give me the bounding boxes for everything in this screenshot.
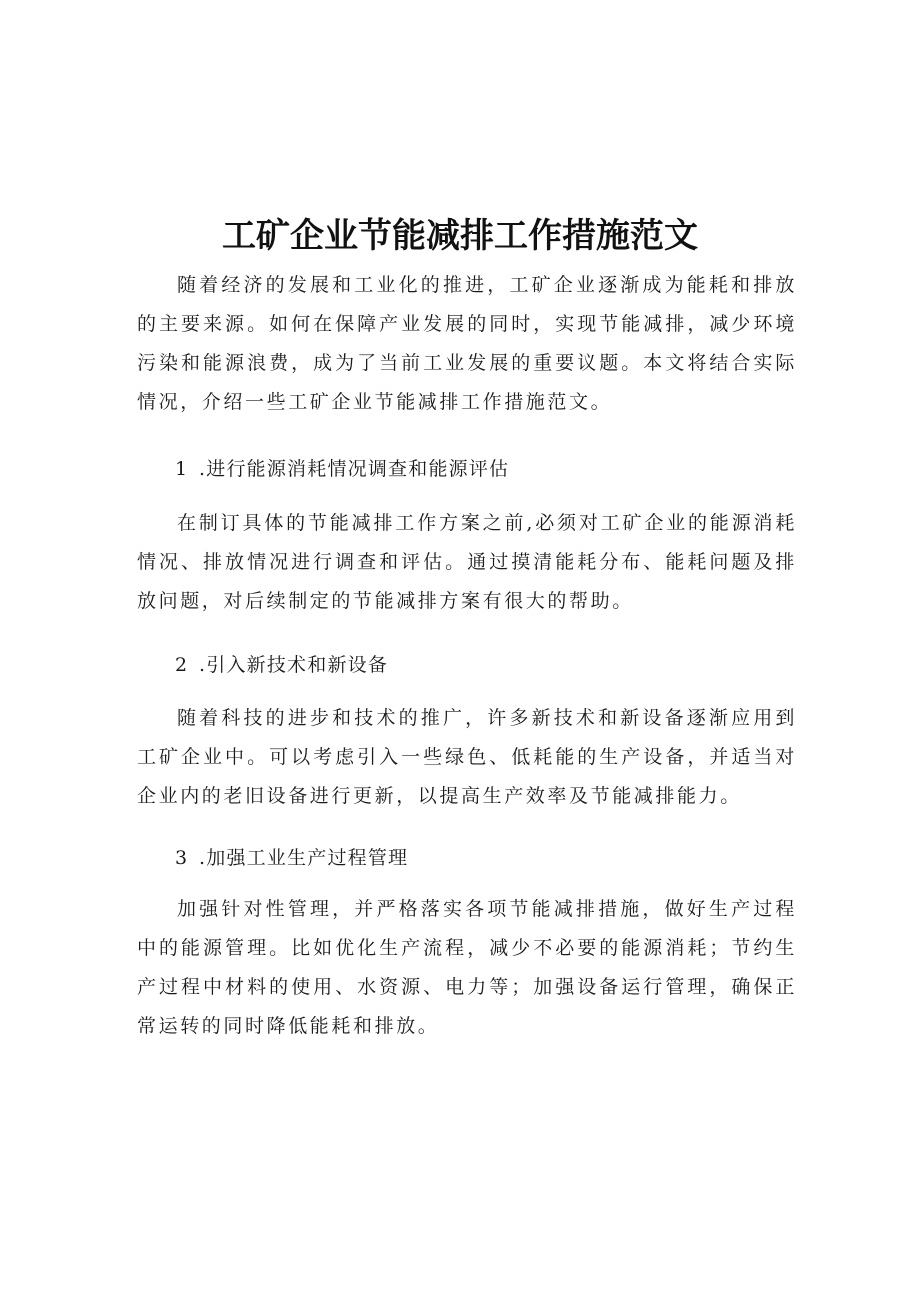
section-heading-text: .加强工业生产过程管理 [199,847,409,869]
document-title: 工矿企业节能减排工作措施范文 [222,216,698,256]
section-heading-text: .引入新技术和新设备 [199,654,389,676]
intro-paragraph: 随着经济的发展和工业化的推进，工矿企业逐渐成为能耗和排放的主要来源。如何在保障产业发展的同时，实现节能减排，减少环境污染和能源浪费，成为了当前工业发展的重要议题。本文将结合实际情况，介绍一些工矿企业节能减排工作措施范文。 [137,274,797,413]
section-heading-2 [175,650,795,680]
section-body-3: 加强针对性管理，并严格落实各项节能减排措施，做好生产过程中的能源管理。比如优化生产流程，减少不必要的能源消耗；节约生产过程中材料的使用、水资源、电力等；加强设备运行管理，确保正常运转的同时降低能耗和排放。 [137,898,797,1037]
section-body-2: 随着科技的进步和技术的推广，许多新技术和新设备逐渐应用到工矿企业中。可以考虑引入一些绿色、低耗能的生产设备，并适当对企业内的老旧设备进行更新，以提高生产效率及节能减排能力。 [137,707,797,807]
section-heading-3 [175,843,795,873]
section-number: 1 [175,458,189,480]
section-body-1: 在制订具体的节能减排工作方案之前,必须对工矿企业的能源消耗情况、排放情况进行调查和评估。通过摸清能耗分布、能耗问题及排放问题，对后续制定的节能减排方案有很大的帮助。 [137,512,797,612]
section-heading-text: .进行能源消耗情况调查和能源评估 [199,458,510,480]
section-number: 3 [175,847,189,869]
section-number: 2 [175,654,189,676]
section-heading-1 [175,454,795,484]
